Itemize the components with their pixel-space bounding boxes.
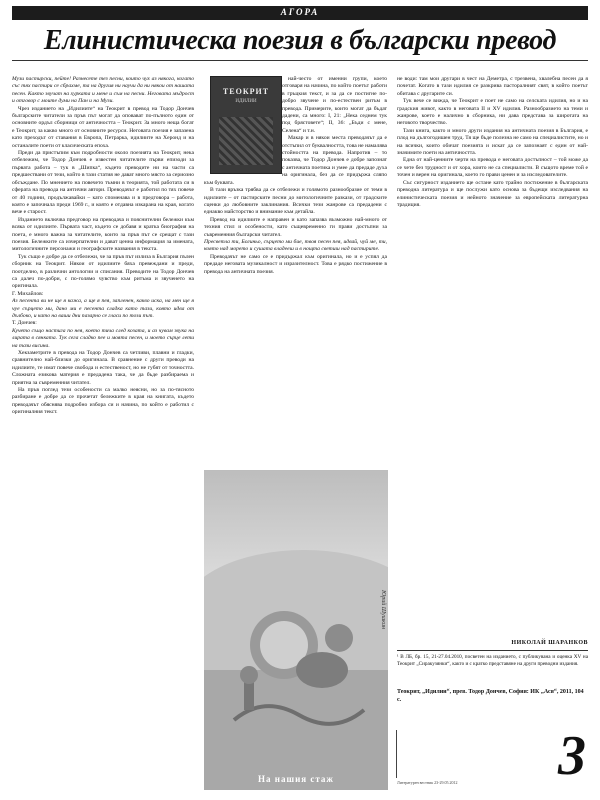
paragraph: Хекзаметрите в превода на Тодор Дончев са четливи, плавни и гладки, сравнително най-близки до оригинала. В сравнение с други преводи на идилиите, те имат повече свобода и естественост, но не губят от точността. Сложната езикова материя е предадена така, че да бъде разбираема и приятна за съвременния читател. bbox=[12, 350, 194, 386]
cover-title: ТЕОКРИТ bbox=[222, 87, 270, 96]
paragraph: Със сигурност изданието ще остане като трайно постижение в българската преводна литература и ще послужи като основа за бъдещи изследвания на елинистическата поезия и нейното значение за европейската литературна традиция. bbox=[397, 179, 588, 208]
paragraph: Чрез изданието на „Идилиите“ на Теокрит в превод на Тодор Дончев българските читатели за пръв път могат да оповават по-пълното един от основните ордъл сборници от античността – Теокрит. За много неща богат е Теокрит, за какво много от основните ресурси. Неговата поезия е запазена като преходът от ставания в Европа, Петрарка, идилиите на Херонд и на останалите поети от класическата епоха. bbox=[12, 105, 194, 149]
poem-excerpt: Пресветла ти, Богиньо, сърцето ми бие, твоя песен пея, идвай, чуй ме, ти, която над морето и сушата владееш и в нощта светиш над пастирите. bbox=[204, 238, 387, 253]
headline: Елинистическа поезия в български превод bbox=[12, 24, 588, 61]
illustration-credit: Юрий Шушкин bbox=[380, 590, 386, 629]
paragraph: най-често от именни групи, което отговаря на начина, по който поетът работи в гръцкия текст, и за да се постигне по-добро звучене и по-естествен ритъм в превода. Примерите, които могат да бъдат дадени, са много: I, 21: „Нека седнем тук под брястовете“; II, 36: „Бъди с мене, Селена“ и т.н. bbox=[282, 76, 387, 134]
paragraph: Една от най-ценните черти на превода е неговата достъпност – той може да се чете без трудност и от хора, които не са специалисти. В същото време той е точен и верен на оригинала, което го прави ценен и за изследователите. bbox=[397, 157, 588, 179]
column-3 bbox=[397, 76, 588, 636]
author-signature: НИКОЛАЙ ШАРАНКОВ bbox=[511, 640, 588, 646]
paragraph: Макар и в някои места преводачът да е отстъпил от буквалността, това не намалява стойността на превода. Напротив – то показва, че Тодор Дончев е добре запознат с античната поетика и умее да предаде духа на оригинала, без да се придържа сляпо към буквата. bbox=[204, 135, 387, 186]
paragraph: На пръв поглед тези особености са малко неясни, но за по-тясното разбиране е добре да се прочетат бележките в края на книгата, където преводачът обяснява подробно избора си и начина, по който е работил с оригиналния текст. bbox=[12, 387, 194, 416]
paragraph: В тази връзка трябва да се отбележи и голямото разнообразие от теми в идилиите – от пастирските песни до митологичните разкази, от градските сценки до любовните заклинания. Всички тези жанрове са предадени с еднакво майсторство и внимание към детайла. bbox=[204, 187, 387, 216]
paragraph: Изданието включва предговор на преводача и пояснителни бележки към всяка от идилиите. Първата част, където се добавя и кратка биография на поета, е много важна за читателите, които за пръв път се срещат с тази поезия. Бележките са изчерпателни и дават ценна информация за имената, митологичните персонажи и географските названия в текста. bbox=[12, 216, 194, 253]
cover-subtitle: ИДИЛИИ bbox=[235, 99, 257, 104]
column-2 bbox=[204, 76, 387, 466]
issue-info: Литературен вестник 23-29.05.2012 bbox=[397, 780, 458, 785]
illustration-caption: На нашия стаж bbox=[258, 774, 334, 784]
paragraph: Тук вече се вижда, че Теокрит е поет не само на селската идилия, но и на градския живот, както в неговата II и XV идилия. Разнообразието на теми и жанрове, което е налично в сборника, ни дава представа за широтата на неговото творчество. bbox=[397, 98, 588, 127]
poem-excerpt: Кучето също настига по нея, което тича след козата, и аз чувам звука на лирата в сянката. Тук сега сладко пее и моята песен, и моето сърце лети на тази висина. bbox=[12, 327, 194, 349]
column-1 bbox=[12, 76, 194, 796]
footnote: ¹ В ЛБ, бр. 15, 21-27.04.2010, посветен на изданието, с публикувана и оценка XV на Теокрит „Сиракузянки“, както и с кратко представяне на други преводни издания. bbox=[397, 654, 588, 667]
divider bbox=[397, 650, 588, 651]
section-label: АГОРА bbox=[280, 7, 320, 17]
paragraph: Превод на идилиите е направен и като запазва възможно най-много от техния стил и особености, като същевременно ги прави достъпни за съвременния български читател. bbox=[204, 216, 387, 238]
illustration bbox=[204, 470, 388, 790]
section-bar bbox=[12, 6, 588, 20]
paragraph: не води: там мои другари в чест на Деметра, с трезвена, хвалебна песен да я почетат. Когато в тази идилия се разкрива пасторалният свят, в който поетът обитава с другарите си. bbox=[397, 76, 588, 97]
paragraph: Тази книга, както и много други издания на античната поезия в България, е плод на дългогодишен труд. Тя ще бъде полезна не само на специалистите, но и на всички, които обичат поезията и искат да се запознаят с един от най-значимите поети на античността. bbox=[397, 127, 588, 157]
paragraph: Преводачът не само се е придържал към оригинала, но и е успял да предаде неговата музикалност и изразителност. Това е рядко постижение в превода на античната поезия. bbox=[204, 253, 387, 275]
poem-excerpt: Аз песента ви не ще я кажа, а ще я пея, запленен, какво иска, на мен ще я чуе сърцето ми, дано ми е песента сладка като тази, която идва от дълбоко, и като на ваши дни пазарно се гласи по този път. bbox=[12, 298, 194, 319]
divider bbox=[396, 730, 397, 778]
poem-label: Т. Дончев: bbox=[12, 320, 37, 327]
illustration-drawing bbox=[204, 470, 388, 790]
page-number: 3 bbox=[558, 725, 586, 787]
paragraph: Преди да пристъпим към подробности около поезията на Теокрит, нека отбележим, че Тодор Дончев е известен читателите първи епизоди за първата работа – тук в „Шипка“, където преводите ни на части са предшествани от тези, който в тази статия не дават много място за сериозно обсъждане. По мнението на повечето тъмни в теорията, той работата си в сферата на превода на антични автори. Преводачът е работил по тях повече от 40 години, продължавайки – като споменава и в предговора – работа, която е започнала преди 1969 г., и която е отдавна изкарана на края, когато вече е старост. bbox=[12, 150, 194, 216]
epigraph: Музи пастирски, пейте! Разнесете тез песни, които чух аз някога, когато със тях пастири се сбрахме, та на другия ни научи да ни някои от нашата песен. Както звучат на хурката и мене и съм на песни. Неговата мъдрост и отговор с моите думи на Пан и на Музи. bbox=[12, 76, 194, 105]
poem-label: Г. Михайлов: bbox=[12, 290, 44, 297]
book-citation: Теокрит, „Идилии“, прев. Тодор Дончев, София: ИК „Ася“, 2011, 104 с. bbox=[397, 689, 584, 703]
paragraph: Тук също е добре да се отбележи, че за пръв път излиза в България пълен сборник на Теокрит. Някои от идилиите бяха превеждани и преди, поотделно, в различни антологии и списания. Преводите на Тодор Дончев са далеч по-добри, с по-голямо чувство към ритъма и звученето на оригинала. bbox=[12, 253, 194, 290]
